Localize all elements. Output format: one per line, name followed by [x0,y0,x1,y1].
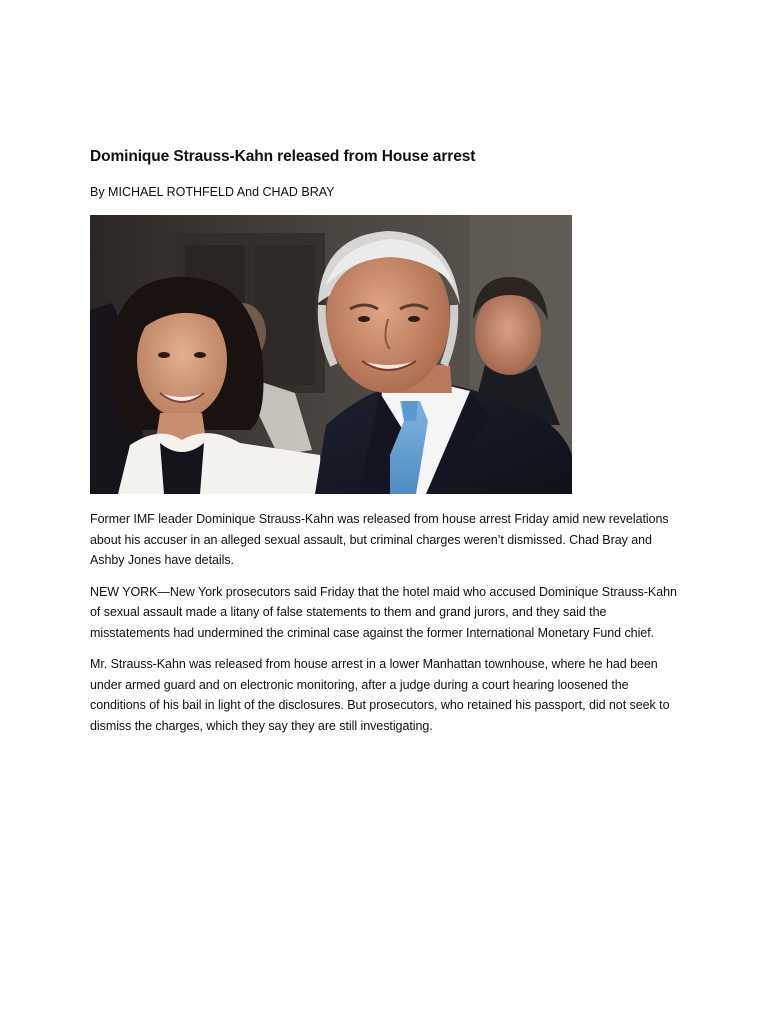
article-paragraph: Mr. Strauss-Kahn was released from house arrest in a lower Manhattan townhouse, where he had been under armed guard and on electronic monitoring, after a judge during a court hearing loosened the conditions of his bail in light of the disclosures. But prosecutors, who retained his passport, did not seek to dismiss the charges, which they say they are still investigating. [90,657,670,733]
article [90,146,682,736]
article-photo [90,215,572,494]
photo-illustration [90,215,572,494]
article-byline: By MICHAEL ROTHFELD And CHAD BRAY [90,185,335,199]
article-headline: Dominique Strauss-Kahn released from House arrest [90,148,476,165]
article-paragraph: Former IMF leader Dominique Strauss-Kahn was released from house arrest Friday amid new revelations about his accuser in an alleged sexual assault, but criminal charges weren’t dismissed. Chad Bray and Ashby Jones have details. [90,512,669,567]
article-paragraph: NEW YORK—New York prosecutors said Friday that the hotel maid who accused Dominique Strauss-Kahn of sexual assault made a litany of false statements to them and grand jurors, and they said the misstatements had undermined the criminal case against the former International Monetary Fund chief. [90,584,677,640]
